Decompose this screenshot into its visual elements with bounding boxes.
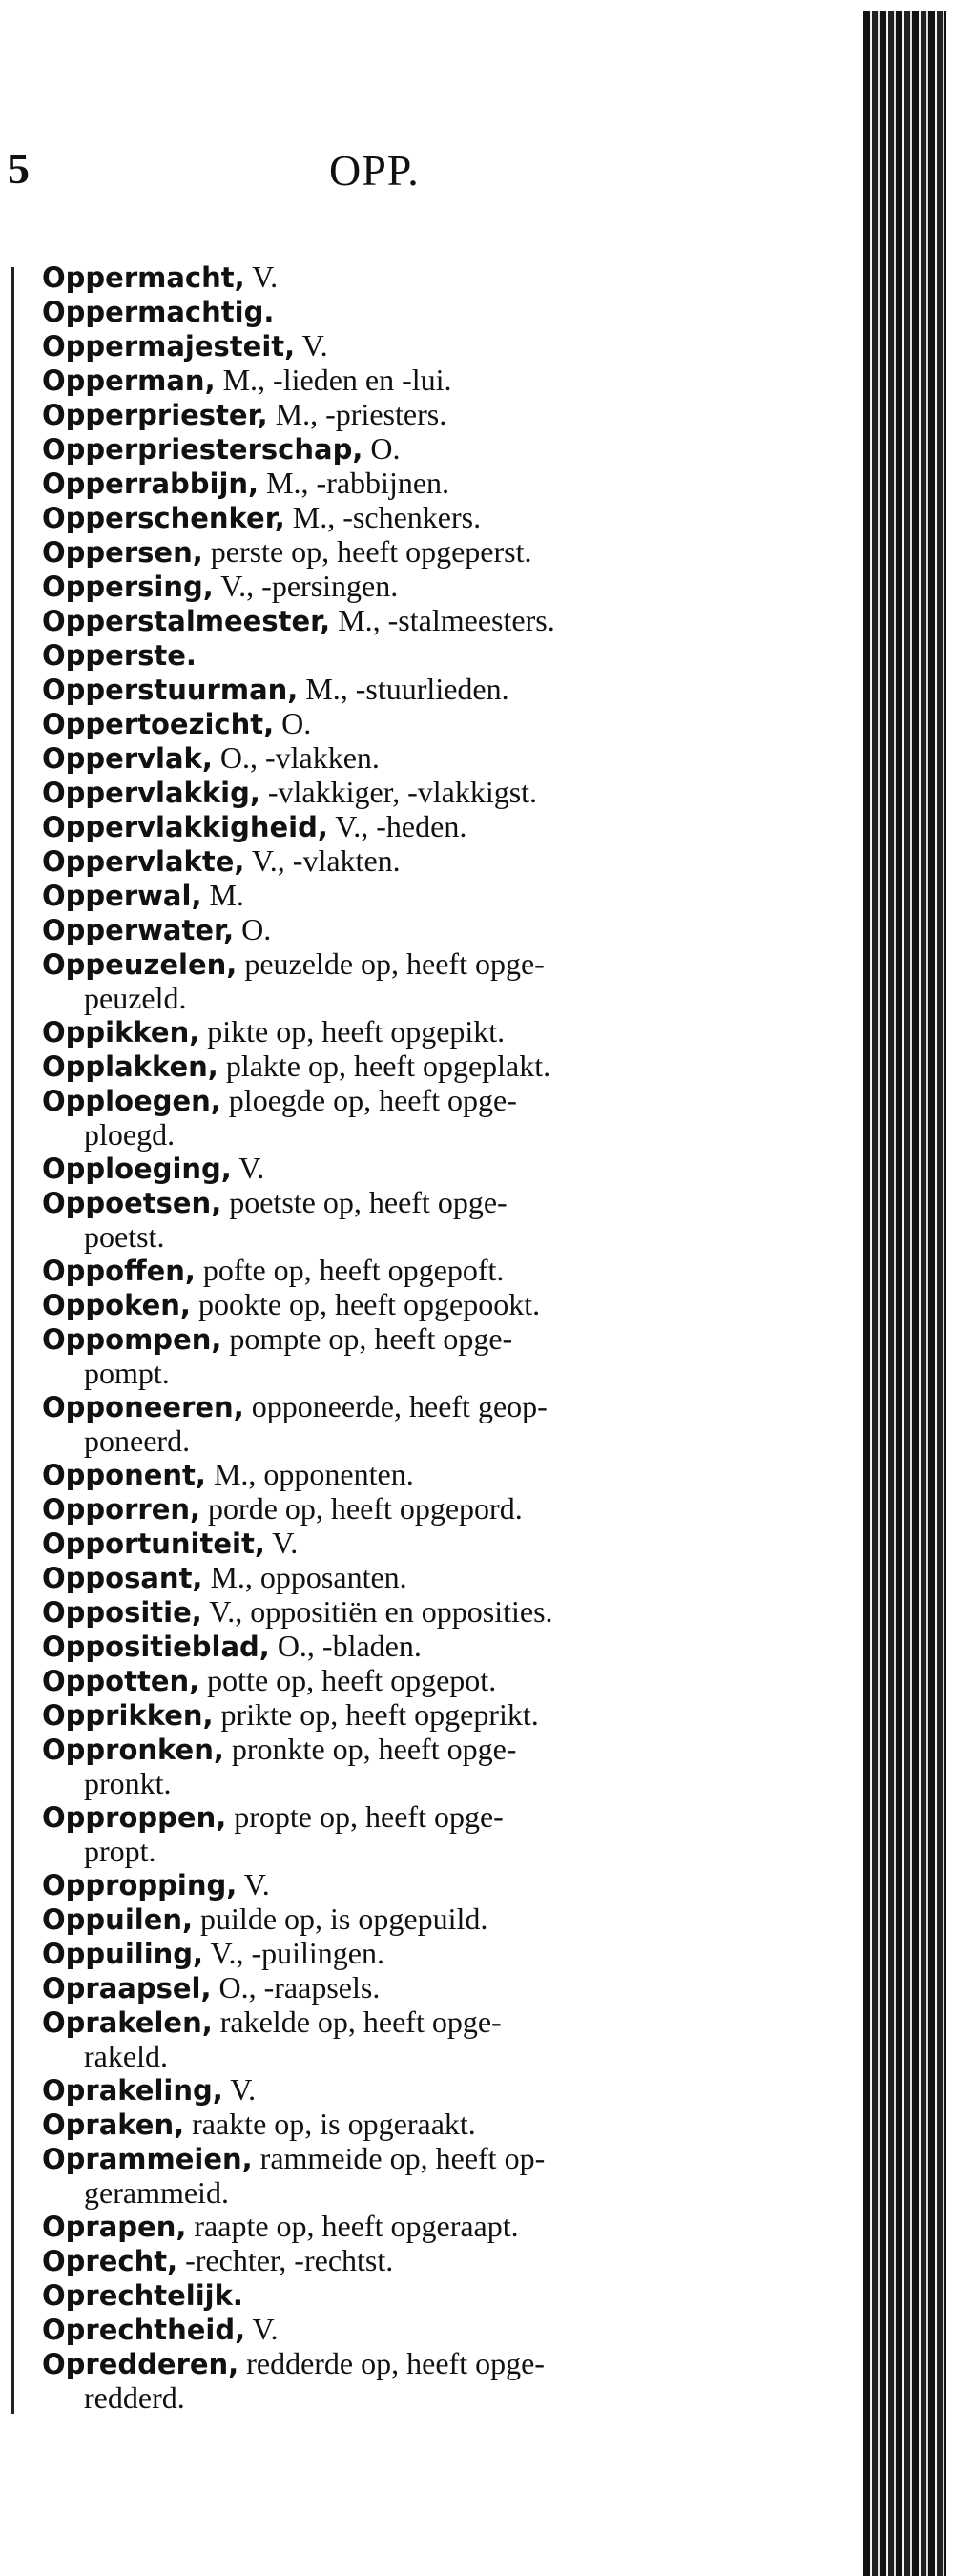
- dictionary-entry: [42, 570, 853, 604]
- entry-grammar: pompte op, heeft opge- pompt.: [84, 1321, 513, 1390]
- dictionary-entry: [42, 913, 853, 947]
- entry-headword: Oppervlak,: [42, 742, 213, 775]
- entry-headword: Oppersen,: [42, 536, 203, 569]
- entry-headword: Opperpriesterschap,: [42, 433, 363, 466]
- entry-headword: Opposant,: [42, 1562, 203, 1594]
- dictionary-entry: [42, 501, 853, 535]
- entry-grammar: raakte op, is opgeraakt.: [184, 2107, 476, 2141]
- dictionary-entry: [42, 879, 853, 913]
- entry-headword: Oppoffen,: [42, 1255, 196, 1287]
- entry-headword: Oppositieblad,: [42, 1631, 270, 1663]
- entry-grammar: M., opposanten.: [202, 1560, 407, 1594]
- entry-headword: Oprechtheid,: [42, 2314, 246, 2346]
- dictionary-entry: [42, 1152, 853, 1186]
- entry-grammar: V.: [237, 1867, 270, 1901]
- dictionary-entry: [42, 398, 853, 432]
- entry-headword: Oppervlakkigheid,: [42, 811, 328, 843]
- column-rule: [11, 267, 14, 2414]
- entry-grammar: V.: [231, 1151, 265, 1185]
- entry-headword: Opploeging,: [42, 1153, 232, 1185]
- entry-headword: Oppermajesteit,: [42, 330, 296, 363]
- entry-grammar: poetste op, heeft opge- poetst.: [84, 1185, 508, 1254]
- entry-grammar: M., -stuurlieden.: [298, 672, 509, 706]
- entry-headword: Oprechtelijk.: [42, 2279, 243, 2312]
- entry-grammar: V.: [244, 260, 279, 294]
- entry-headword: Oprapen,: [42, 2211, 187, 2243]
- entry-headword: Opperwal,: [42, 880, 202, 912]
- entry-grammar: propte op, heeft opge- propt.: [84, 1799, 504, 1868]
- entry-headword: Oppeuzelen,: [42, 948, 238, 981]
- entry-grammar: M., -lieden en -lui.: [215, 363, 452, 397]
- entry-headword: Oprakeling,: [42, 2074, 223, 2107]
- entry-grammar: V.: [245, 2312, 279, 2346]
- entry-grammar: prikte op, heeft opgeprikt.: [213, 1697, 539, 1732]
- entry-grammar: O., -raapsels.: [211, 1970, 381, 2005]
- entry-headword: Oppuilen,: [42, 1903, 194, 1936]
- dictionary-entry: [42, 260, 853, 295]
- entry-grammar: M., -stalmeesters.: [330, 603, 555, 637]
- entry-grammar: opponeerde, heeft geop- poneerd.: [84, 1389, 548, 1458]
- entry-headword: Oppersing,: [42, 571, 214, 603]
- entry-grammar: V.: [295, 328, 328, 363]
- entry-headword: Opperpriester,: [42, 399, 268, 431]
- dictionary-entry: [42, 673, 853, 707]
- entry-grammar: -vlakkiger, -vlakkigst.: [259, 775, 538, 809]
- dictionary-entry: [42, 467, 853, 501]
- entry-grammar: M., -schenkers.: [284, 500, 482, 534]
- entry-headword: Oppikken,: [42, 1016, 200, 1049]
- dictionary-entry: [42, 2347, 853, 2415]
- entry-headword: Opperstalmeester,: [42, 605, 331, 637]
- dictionary-entry: [42, 844, 853, 879]
- dictionary-entry: [42, 535, 853, 570]
- dictionary-entry: [42, 2278, 853, 2313]
- dictionary-entry: [42, 2210, 853, 2244]
- dictionary-entry: [42, 1084, 853, 1152]
- entry-grammar: peuzelde op, heeft opge- peuzeld.: [84, 946, 545, 1015]
- entry-grammar: O., -bladen.: [269, 1629, 422, 1663]
- dictionary-entry: [42, 2108, 853, 2142]
- dictionary-entry: [42, 604, 853, 638]
- entry-headword: Oppompen,: [42, 1323, 222, 1356]
- entry-grammar: pookte op, heeft opgepookt.: [190, 1287, 541, 1321]
- entry-headword: Opperrabbijn,: [42, 467, 259, 500]
- entry-headword: Oppervlakte,: [42, 845, 245, 878]
- entry-headword: Opploegen,: [42, 1085, 221, 1117]
- entry-grammar: O.: [234, 912, 272, 946]
- dictionary-entry: [42, 1322, 853, 1390]
- dictionary-entry: [42, 707, 853, 741]
- entry-grammar: V., -heden.: [327, 809, 467, 843]
- dictionary-entry: [42, 810, 853, 844]
- dictionary-entry: [42, 1186, 853, 1254]
- entry-grammar: M., -priesters.: [267, 397, 447, 431]
- entry-grammar: M., -rabbijnen.: [259, 466, 450, 500]
- entry-headword: Opperman,: [42, 364, 216, 397]
- dictionary-entry: [42, 776, 853, 810]
- entry-grammar: raapte op, heeft opgeraapt.: [186, 2209, 519, 2243]
- entry-headword: Opproppen,: [42, 1801, 227, 1834]
- dictionary-entry: [42, 2073, 853, 2108]
- entry-grammar: pofte op, heeft opgepoft.: [195, 1253, 505, 1287]
- dictionary-entry: [42, 295, 853, 329]
- entry-grammar: M., opponenten.: [205, 1457, 414, 1491]
- entry-headword: Oppoken,: [42, 1289, 191, 1321]
- entry-grammar: porde op, heeft opgepord.: [200, 1491, 523, 1526]
- binding-edge: [863, 11, 946, 2576]
- entry-headword: Opperste.: [42, 639, 197, 672]
- dictionary-entry: [42, 1561, 853, 1595]
- entry-grammar: V., -persingen.: [213, 569, 399, 603]
- dictionary-entry: [42, 1015, 853, 1049]
- entry-headword: Oppuiling,: [42, 1938, 204, 1970]
- entry-headword: Oppermacht,: [42, 261, 245, 294]
- dictionary-entry: [42, 2142, 853, 2210]
- entry-grammar: V., oppositiën en opposities.: [201, 1594, 553, 1629]
- entry-headword: Oppositie,: [42, 1596, 202, 1629]
- entry-headword: Oppotten,: [42, 1665, 200, 1697]
- entry-headword: Opraken,: [42, 2109, 185, 2141]
- entry-headword: Opprikken,: [42, 1699, 214, 1732]
- entry-headword: Oppertoezicht,: [42, 708, 275, 740]
- entry-headword: Oprammeien,: [42, 2143, 253, 2175]
- dictionary-entry: [42, 2313, 853, 2347]
- dictionary-entry: [42, 1595, 853, 1630]
- dictionary-entry: [42, 947, 853, 1015]
- dictionary-entry: [42, 1049, 853, 1084]
- entry-grammar: O.: [363, 431, 401, 466]
- dictionary-entry: [42, 1902, 853, 1937]
- entry-headword: Opredderen,: [42, 2348, 239, 2380]
- dictionary-entry: [42, 1733, 853, 1800]
- entry-headword: Opporren,: [42, 1493, 201, 1526]
- entry-headword: Oppermachtig.: [42, 296, 275, 328]
- dictionary-entry: [42, 1458, 853, 1492]
- entry-grammar: -rechter, -rechtst.: [177, 2243, 394, 2277]
- dictionary-entry: [42, 1492, 853, 1527]
- dictionary-entry: [42, 1937, 853, 1971]
- dictionary-entry: [42, 1630, 853, 1664]
- entry-grammar: O., -vlakken.: [212, 740, 380, 775]
- entry-headword: Opraapsel,: [42, 1972, 212, 2005]
- entry-grammar: V.: [264, 1526, 299, 1560]
- entry-grammar: rakelde op, heeft opge- rakeld.: [84, 2005, 502, 2073]
- entry-headword: Opportuniteit,: [42, 1527, 265, 1560]
- dictionary-entry: [42, 1288, 853, 1322]
- dictionary-entry: [42, 1390, 853, 1458]
- entry-headword: Oppronken,: [42, 1734, 224, 1766]
- running-head: OPP.: [329, 146, 420, 195]
- page-number: 5: [8, 144, 30, 193]
- dictionary-entry: [42, 1800, 853, 1868]
- entry-grammar: potte op, heeft opgepot.: [199, 1663, 497, 1697]
- dictionary-entry: [42, 1254, 853, 1288]
- entry-grammar: redderde op, heeft opge- redderd.: [84, 2346, 545, 2415]
- dictionary-entry: [42, 432, 853, 467]
- entry-grammar: ploegde op, heeft opge- ploegd.: [84, 1083, 517, 1152]
- entry-headword: Oprakelen,: [42, 2006, 213, 2039]
- entry-grammar: V.: [222, 2072, 257, 2107]
- entry-headword: Oppropping,: [42, 1869, 238, 1901]
- dictionary-entry: [42, 364, 853, 398]
- entry-headword: Opperwater,: [42, 914, 235, 946]
- dictionary-entry: [42, 1868, 853, 1902]
- entry-grammar: plakte op, heeft opgeplakt.: [218, 1049, 551, 1083]
- entry-grammar: V., -puilingen.: [203, 1936, 384, 1970]
- entry-headword: Opperstuurman,: [42, 674, 299, 706]
- entry-headword: Opponent,: [42, 1459, 206, 1491]
- entry-headword: Oppoetsen,: [42, 1187, 222, 1219]
- entry-headword: Opperschenker,: [42, 502, 285, 534]
- dictionary-entry: [42, 638, 853, 673]
- entry-grammar: pronkte op, heeft opge- pronkt.: [84, 1732, 517, 1800]
- entry-headword: Opponeeren,: [42, 1391, 244, 1423]
- entry-headword: Opplakken,: [42, 1050, 218, 1083]
- dictionary-entry: [42, 1698, 853, 1733]
- entry-headword: Oprecht,: [42, 2245, 178, 2277]
- entry-grammar: puilde op, is opgepuild.: [193, 1901, 488, 1936]
- entry-headword: Oppervlakkig,: [42, 777, 260, 809]
- dictionary-entry: [42, 2244, 853, 2278]
- dictionary-entry-list: [42, 260, 853, 2415]
- dictionary-entry: [42, 2005, 853, 2073]
- entry-grammar: perste op, heeft opgeperst.: [202, 534, 532, 569]
- dictionary-entry: [42, 741, 853, 776]
- entry-grammar: V., -vlakten.: [244, 843, 401, 878]
- entry-grammar: rammeide op, heeft op- gerammeid.: [84, 2141, 546, 2210]
- entry-grammar: O.: [274, 706, 312, 740]
- dictionary-entry: [42, 329, 853, 364]
- dictionary-entry: [42, 1664, 853, 1698]
- entry-grammar: pikte op, heeft opgepikt.: [199, 1014, 506, 1049]
- entry-grammar: M.: [201, 878, 244, 912]
- dictionary-entry: [42, 1527, 853, 1561]
- dictionary-entry: [42, 1971, 853, 2005]
